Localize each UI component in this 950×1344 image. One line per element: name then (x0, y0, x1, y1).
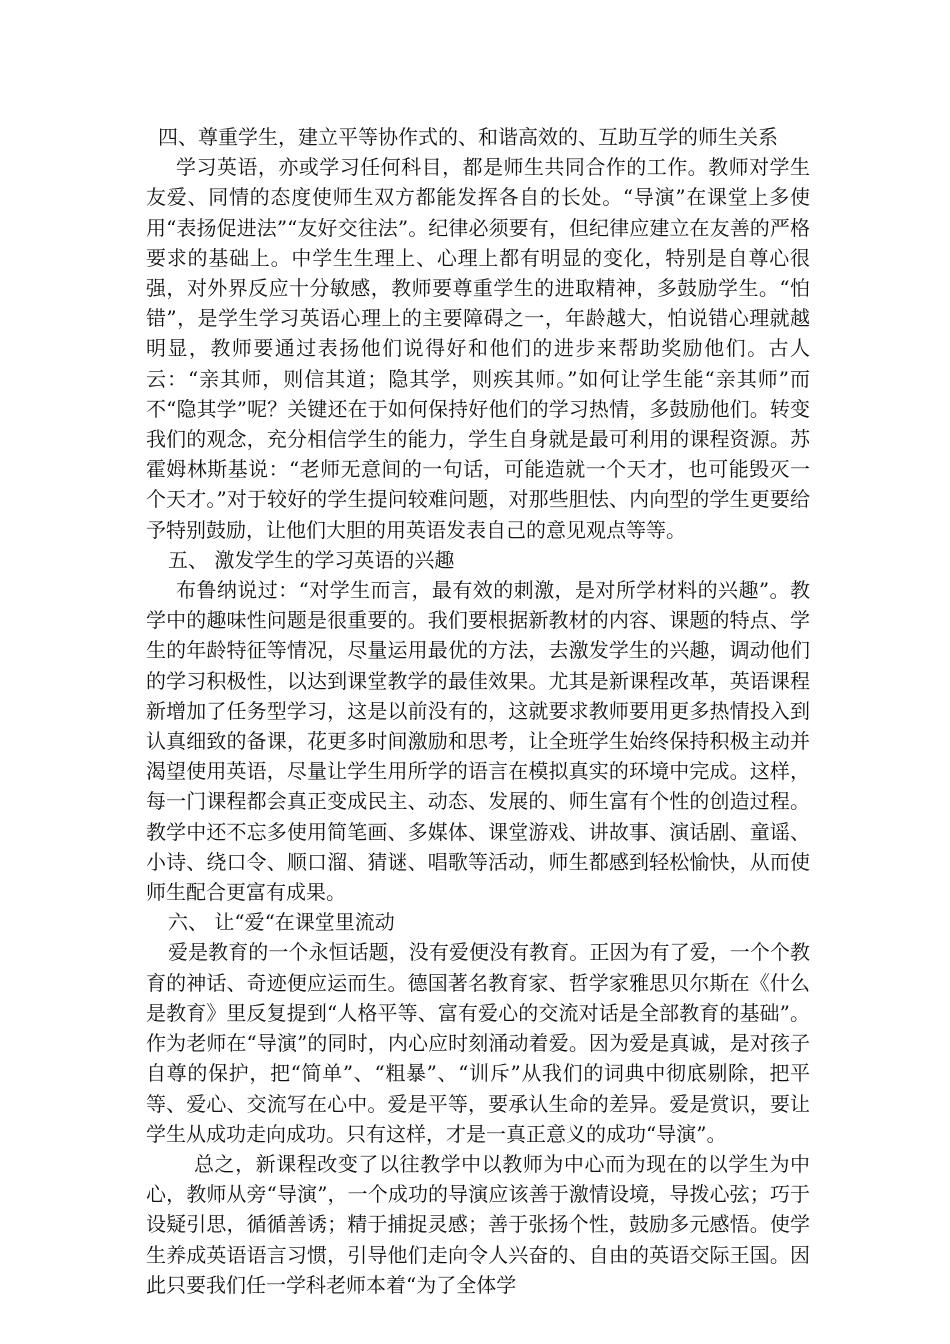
section-heading-5: 五、 激发学生的学习英语的兴趣 (168, 547, 455, 572)
section-heading-4: 四、尊重学生，建立平等协作式的、和谐高效的、互助互学的师生关系 (158, 125, 778, 149)
body-paragraph: 总之，新课程改变了以往教学中以教师为中心而为现在的以学生为中心，教师从旁“导演”，一个成功的导演应该善于激情设境，导拨心弦；巧于设疑引思，循循善诱；精于捕捉灵感；善于张扬个性，鼓励多元感悟。使学生养成英语语言习惯，引导他们走向令人兴奋的、自由的英语交际王国。因此只要我们任一学科老师本着“为了全体学 (146, 1151, 810, 1297)
body-paragraph: 学习英语，亦或学习任何科目，都是师生共同合作的工作。教师对学生友爱、同情的态度使师生双方都能发挥各自的长处。“导演”在课堂上多使用“表扬促进法”“友好交往法”。纪律必须要有，但纪律应建立在友善的严格要求的基础上。中学生生理上、心理上都有明显的变化，特别是自尊心很强，对外界反应十分敏感，教师要尊重学生的进取精神，多鼓励学生。“怕错”，是学生学习英语心理上的主要障碍之一，年龄越大，怕说错心理就越明显，教师要通过表扬他们说得好和他们的进步来帮助奖励他们。古人云：“亲其师，则信其道；隐其学，则疾其师。”如何让学生能“亲其师”而不“隐其学”呢？关键还在于如何保持好他们的学习热情，多鼓励他们。转变我们的观念，充分相信学生的能力，学生自身就是最可利用的课程资源。苏霍姆林斯基说：“老师无意间的一句话，可能造就一个天才，也可能毁灭一个天才。”对于较好的学生提问较难问题，对那些胆怯、内向型的学生更要给予特别鼓励，让他们大胆的用英语发表自己的意见观点等等。 (146, 155, 810, 542)
body-paragraph: 爱是教育的一个永恒话题，没有爱便没有教育。正因为有了爱，一个个教育的神话、奇迹便应运而生。德国著名教育家、哲学家雅思贝尔斯在《什么是教育》里反复提到“人格平等、富有爱心的交流对话是全部教育的基础”。作为老师在“导演”的同时，内心应时刻涌动着爱。因为爱是真诚，是对孩子自尊的保护，把“简单”、“粗暴”、“训斥”从我们的词典中彻底剔除，把平等、爱心、交流写在心中。爱是平等，要承认生命的差异。爱是赏识，要让学生从成功走向成功。只有这样，才是一真正意义的成功“导演”。 (146, 940, 810, 1146)
section-heading-6: 六、 让“爱“在课堂里流动 (168, 910, 395, 935)
document-page (146, 122, 810, 1300)
body-paragraph: 布鲁纳说过：“对学生而言，最有效的刺激，是对所学材料的兴趣”。教学中的趣味性问题是很重要的。我们要根据新教材的内容、课题的特点、学生的年龄特征等情况，尽量运用最优的方法，去激发学生的兴趣，调动他们的学习积极性，以达到课堂教学的最佳效果。尤其是新课程改革，英语课程新增加了任务型学习，这是以前没有的，这就要求教师要用更多热情投入到认真细致的备课，花更多时间激励和思考，让全班学生始终保持积极主动并渴望使用英语，尽量让学生用所学的语言在模拟真实的环境中完成。这样，每一门课程都会真正变成民主、动态、发展的、师生富有个性的创造过程。教学中还不忘多使用简笔画、多媒体、课堂游戏、讲故事、演话剧、童谣、小诗、绕口令、顺口溜、猜谜、唱歌等活动，师生都感到轻松愉快，从而使师生配合更富有成果。 (146, 578, 810, 905)
